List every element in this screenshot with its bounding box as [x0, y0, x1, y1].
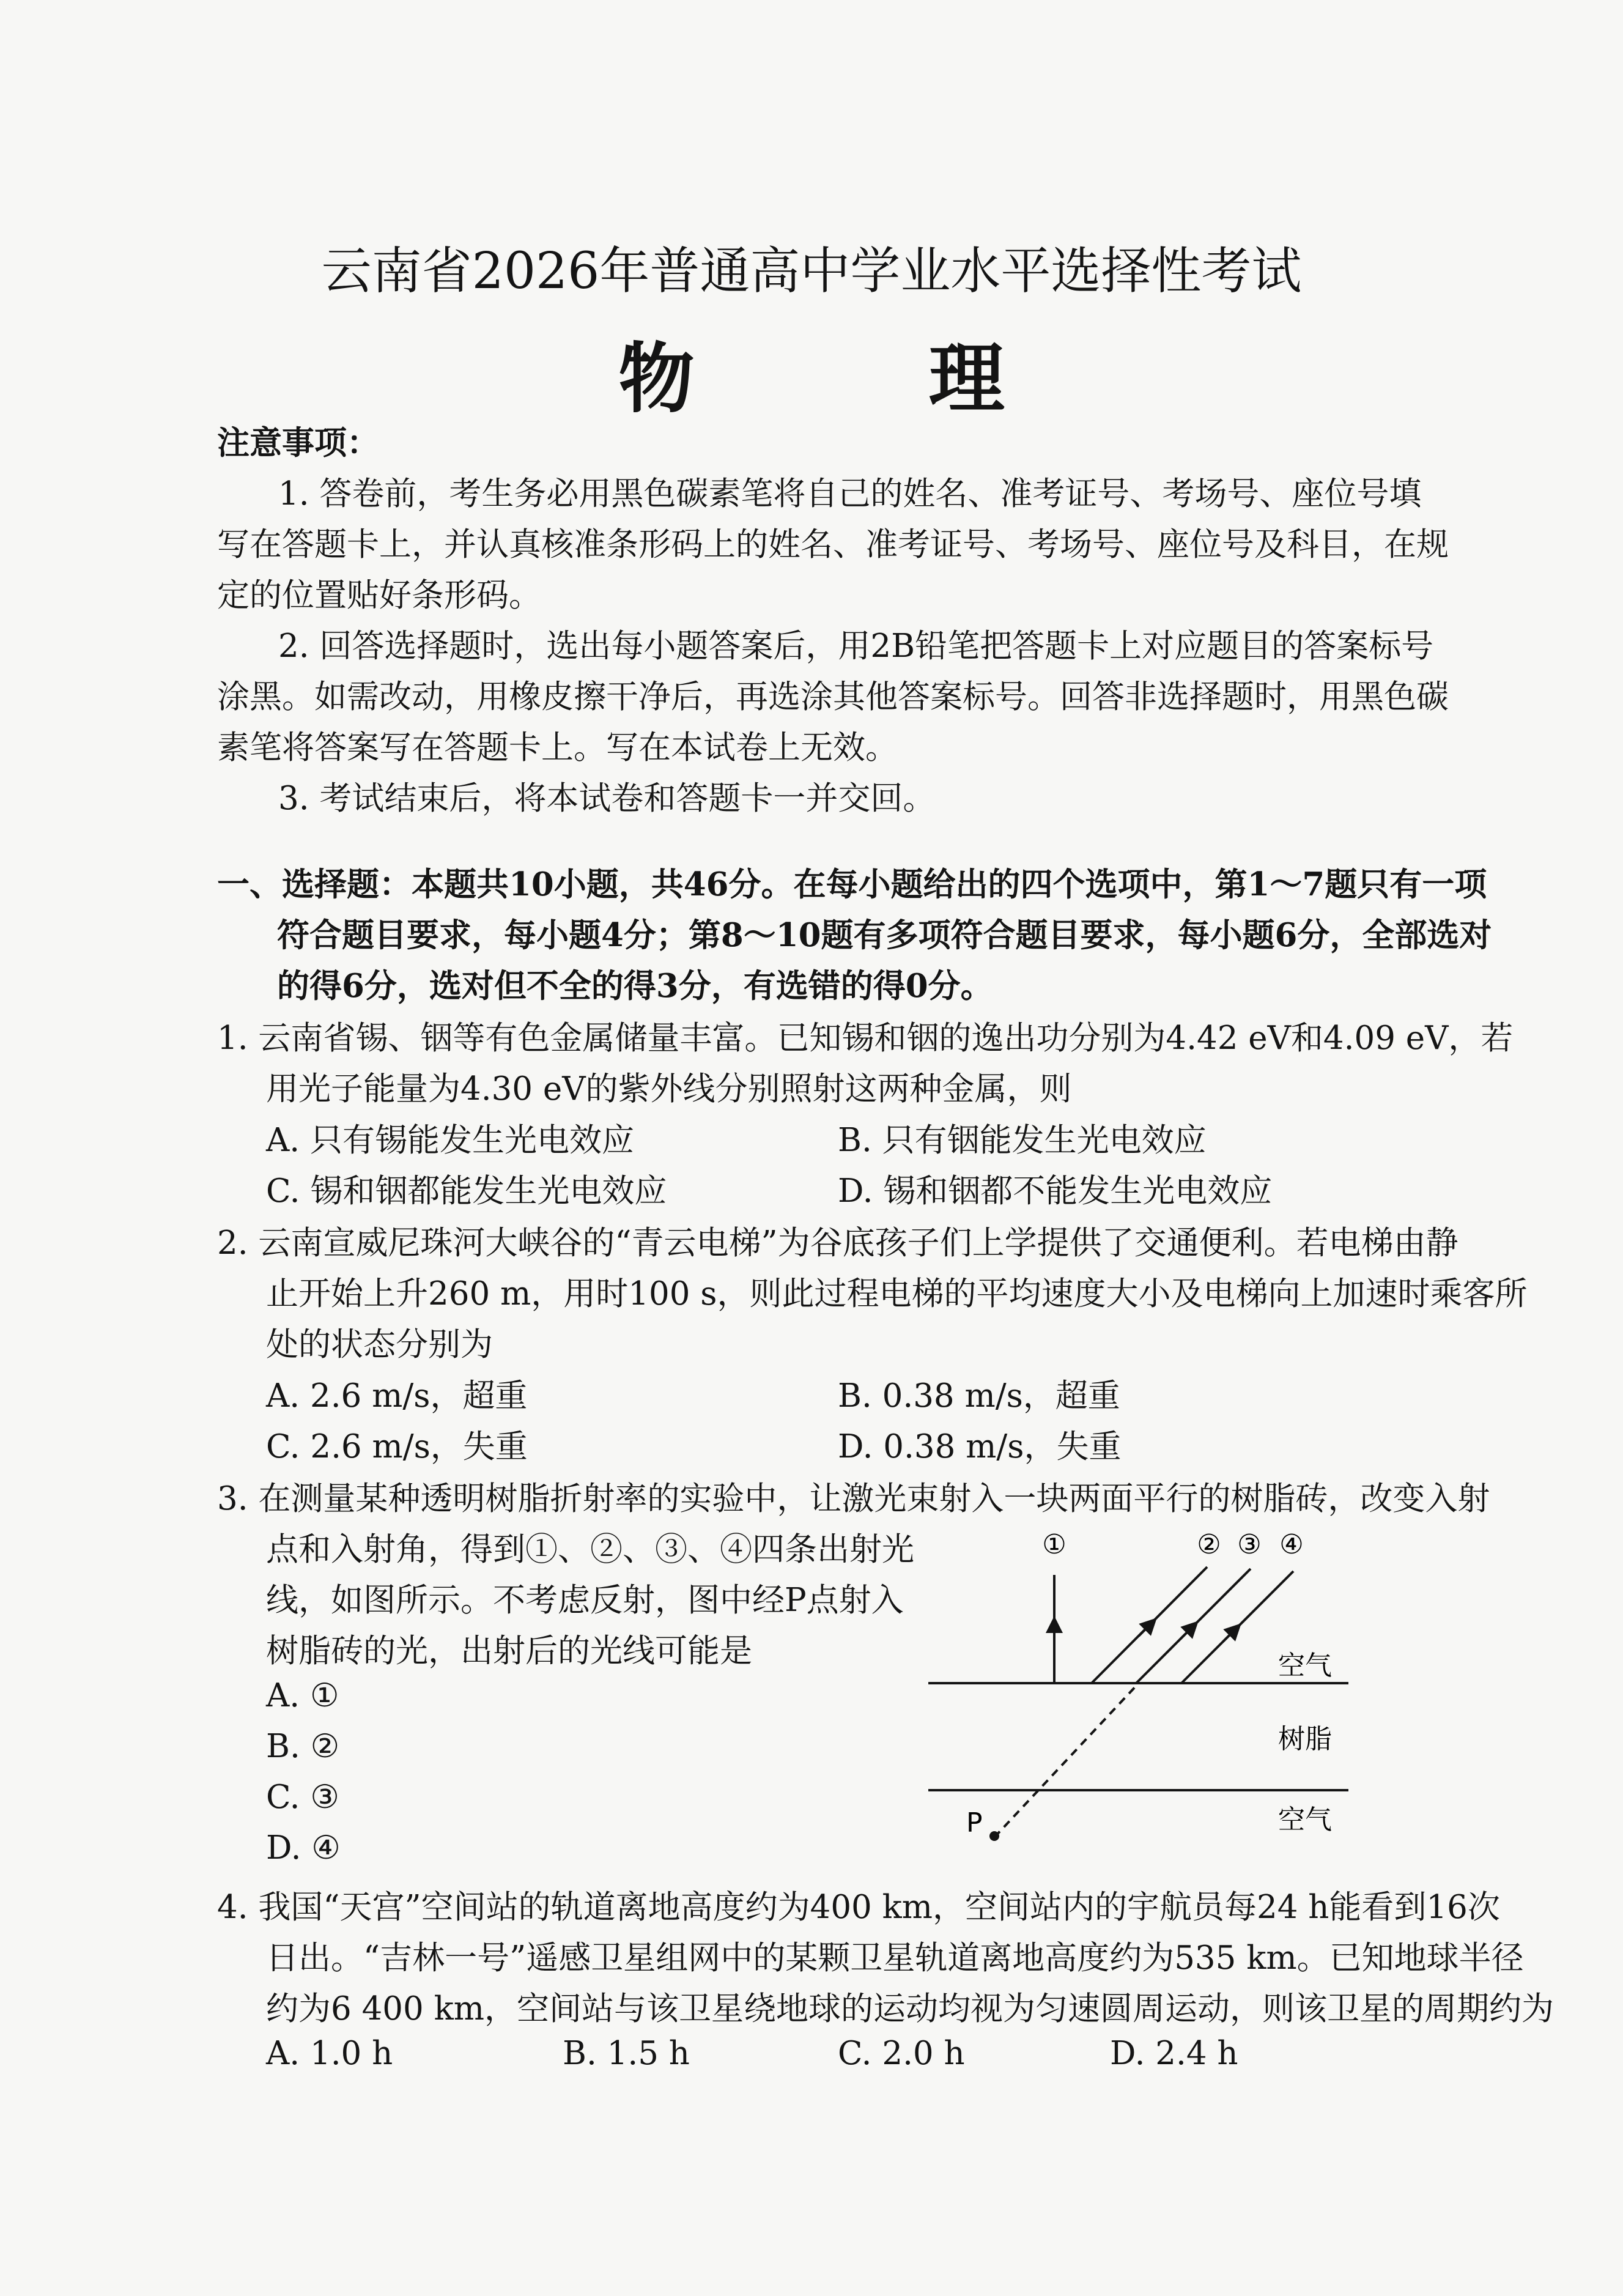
q4-option-b[interactable]: B. 1.5 h	[563, 2035, 690, 2072]
q2-option-a[interactable]: A. 2.6 m/s，超重	[266, 1377, 528, 1415]
notice-line: 写在答题卡上，并认真核准条形码上的姓名、准考证号、考场号、座位号及科目，在规	[217, 526, 1449, 563]
q1-option-b[interactable]: B. 只有铟能发生光电效应	[838, 1122, 1207, 1159]
q3-stem: 线，如图所示。不考虑反射，图中经P点射入	[266, 1582, 904, 1619]
notice-line: 3. 考试结束后，将本试卷和答题卡一并交回。	[278, 780, 936, 817]
q3-option-b[interactable]: B. ②	[266, 1728, 340, 1765]
q2-option-d[interactable]: D. 0.38 m/s，失重	[838, 1428, 1122, 1465]
q4-stem: 日出。“吉林一号”遥感卫星组网中的某颗卫星轨道离地高度约为535 km。已知地球半径	[266, 1939, 1524, 1977]
notice-line: 1. 答卷前，考生务必用黑色碳素笔将自己的姓名、准考证号、考场号、座位号填	[278, 475, 1422, 513]
section-instruction: 的得6分，选对但不全的得3分，有选错的得0分。	[277, 967, 993, 1005]
ray-label-1: ①	[1042, 1529, 1067, 1560]
q4-stem: 4. 我国“天宫”空间站的轨道离地高度约为400 km，空间站内的宇航员每24 h能看到16次	[217, 1889, 1500, 1926]
notice-line: 素笔将答案写在答题卡上。写在本试卷上无效。	[217, 729, 898, 766]
notice-heading: 注意事项：	[217, 424, 379, 462]
ray-label-3: ③	[1237, 1529, 1262, 1560]
air-top-label: 空气	[1278, 1650, 1332, 1681]
resin-label: 树脂	[1278, 1724, 1332, 1755]
refraction-figure	[917, 1517, 1370, 1859]
ray-label-4: ④	[1279, 1529, 1304, 1560]
ray-4-line	[1181, 1571, 1293, 1683]
ray-4-arrow	[1223, 1629, 1235, 1642]
q1-stem: 用光子能量为4.30 eV的紫外线分别照射这两种金属，则	[266, 1070, 1072, 1108]
q4-option-a[interactable]: A. 1.0 h	[266, 2035, 393, 2072]
notice-line: 定的位置贴好条形码。	[217, 577, 541, 614]
q4-stem: 约为6 400 km，空间站与该卫星绕地球的运动均视为匀速圆周运动，则该卫星的周期约为	[266, 1990, 1554, 2028]
point-p-label: P	[966, 1807, 983, 1839]
q3-stem: 3. 在测量某种透明树脂折射率的实验中，让激光束射入一块两面平行的树脂砖，改变入射	[217, 1480, 1490, 1517]
q3-stem: 点和入射角，得到①、②、③、④四条出射光	[266, 1531, 914, 1568]
ray-2-arrow	[1139, 1624, 1151, 1636]
ray-label-2: ②	[1197, 1529, 1221, 1560]
q3-option-a[interactable]: A. ①	[266, 1677, 339, 1714]
q4-option-d[interactable]: D. 2.4 h	[1110, 2035, 1238, 2072]
q3-stem: 树脂砖的光，出射后的光线可能是	[266, 1632, 752, 1670]
section-instruction: 符合题目要求，每小题4分；第8～10题有多项符合题目要求，每小题6分，全部选对	[277, 916, 1492, 954]
point-p	[989, 1831, 999, 1841]
q1-option-c[interactable]: C. 锡和铟都能发生光电效应	[266, 1172, 667, 1210]
section-instruction: 一、选择题：本题共10小题，共46分。在每小题给出的四个选项中，第1～7题只有一项	[217, 865, 1487, 903]
q2-stem: 止开始上升260 m，用时100 s，则此过程电梯的平均速度大小及电梯向上加速时乘客所	[266, 1275, 1528, 1313]
q2-option-b[interactable]: B. 0.38 m/s，超重	[838, 1377, 1120, 1415]
exam-title: 云南省2026年普通高中学业水平选择性考试	[321, 242, 1302, 300]
q2-stem: 处的状态分别为	[266, 1326, 493, 1363]
q3-option-c[interactable]: C. ③	[266, 1779, 339, 1816]
incident-dashed-ray	[994, 1683, 1139, 1837]
subject-title: 物 理	[618, 335, 1109, 423]
notice-line: 2. 回答选择题时，选出每小题答案后，用2B铅笔把答题卡上对应题目的答案标号	[278, 628, 1434, 665]
q1-option-a[interactable]: A. 只有锡能发生光电效应	[266, 1122, 634, 1159]
ray-3-arrow	[1180, 1627, 1192, 1639]
q2-option-c[interactable]: C. 2.6 m/s，失重	[266, 1428, 528, 1465]
q4-option-c[interactable]: C. 2.0 h	[838, 2035, 965, 2072]
q1-stem: 1. 云南省锡、铟等有色金属储量丰富。已知锡和铟的逸出功分别为4.42 eV和4.09 eV，若	[217, 1020, 1514, 1057]
air-bottom-label: 空气	[1278, 1804, 1332, 1835]
q2-stem: 2. 云南宣威尼珠河大峡谷的“青云电梯”为谷底孩子们上学提供了交通便利。若电梯由静	[217, 1224, 1458, 1262]
ray-3-line	[1136, 1569, 1251, 1683]
q3-option-d[interactable]: D. ④	[266, 1829, 341, 1867]
notice-line: 涂黑。如需改动，用橡皮擦干净后，再选涂其他答案标号。回答非选择题时，用黑色碳	[217, 678, 1449, 716]
q1-option-d[interactable]: D. 锡和铟都不能发生光电效应	[838, 1172, 1273, 1210]
